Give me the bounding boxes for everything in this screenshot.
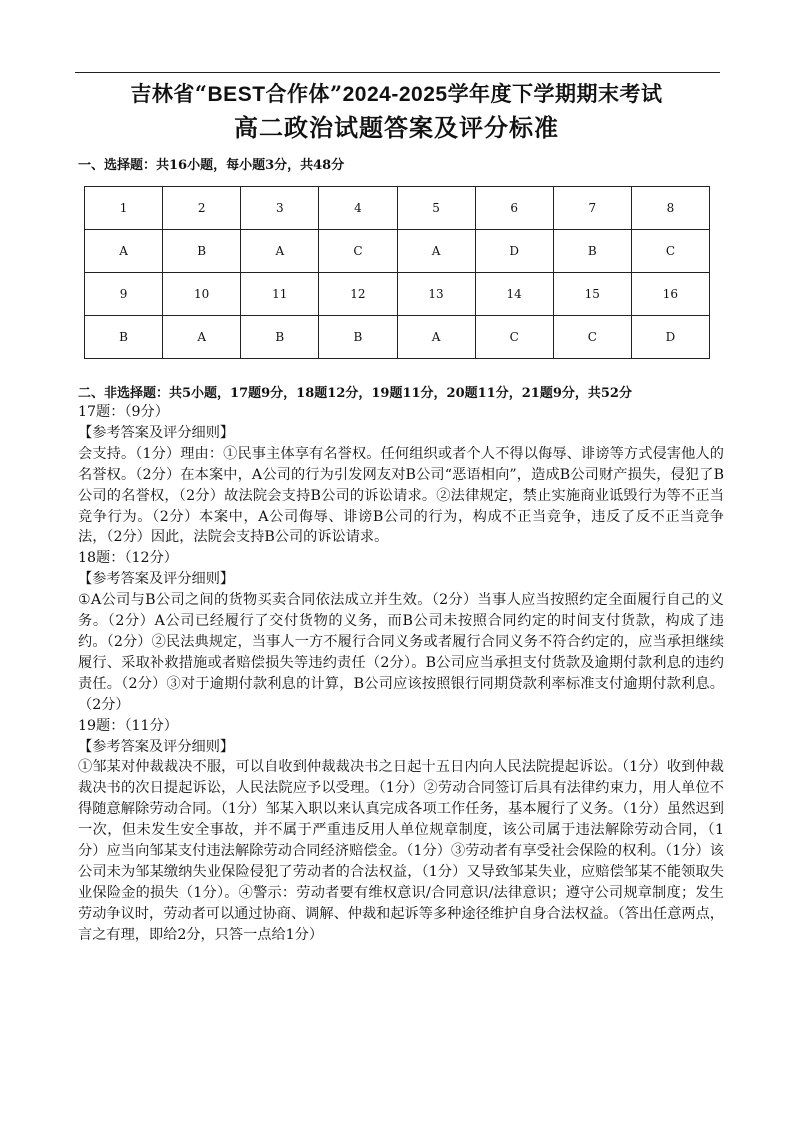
table-cell: 7	[553, 187, 631, 230]
exam-title	[0, 78, 793, 108]
question-17-answer: 会支持。（1分）理由：①民事主体享有名誉权。任何组织或者个人不得以侮辱、诽谤等方式侵害他人的名誉权。（2分）在本案中，A公司的行为引发网友对B公司“恶语相向”，造成B公司财产损失，侵犯了B公司的名誉权，（2分）故法院会支持B公司的诉讼请求。②法律规定，禁止实施商业诋毁行为等不正当竞争行为。（2分）本案中，A公司侮辱、诽谤B公司的行为，构成不正当竞争，违反了反不正当竞争法，（2分）因此，法院会支持B公司的诉讼请求。	[78, 445, 724, 546]
table-cell: B	[319, 316, 397, 359]
table-cell: 5	[397, 187, 475, 230]
question-19-rubric: 【参考答案及评分细则】	[78, 738, 235, 755]
table-cell: B	[85, 316, 163, 359]
title-text-1: 吉林省“	[130, 81, 208, 106]
answer-table	[84, 186, 710, 359]
table-cell: 12	[319, 273, 397, 316]
answer-body	[78, 402, 724, 946]
table-cell: A	[163, 316, 241, 359]
question-17-title: 17题：（9分）	[78, 404, 169, 420]
table-cell: 14	[475, 273, 553, 316]
table-cell: A	[397, 230, 475, 273]
table-cell: 10	[163, 273, 241, 316]
table-cell: B	[241, 316, 319, 359]
table-cell: 15	[553, 273, 631, 316]
table-cell: 8	[631, 187, 709, 230]
table-cell: A	[85, 230, 163, 273]
table-cell: 1	[85, 187, 163, 230]
question-19-answer: ①邹某对仲裁裁决不服，可以自收到仲裁裁决书之日起十五日内向人民法院提起诉讼。（1分）收到仲裁裁决书的次日提起诉讼，人民法院应予以受理。（1分）②劳动合同签订后具有法律约束力，用人单位不得随意解除劳动合同。（1分）邹某入职以来认真完成各项工作任务，基本履行了义务。（1分）虽然迟到一次，但未发生安全事故，并不属于严重违反用人单位规章制度，该公司属于违法解除劳动合同，（1分）应当向邹某支付违法解除劳动合同经济赔偿金。（1分）③劳动者有享受社会保险的权利。（1分）该公司未为邹某缴纳失业保险侵犯了劳动者的合法权益，（1分）又导致邹某失业，应赔偿邹某不能领取失业保险金的损失（1分）。④警示：劳动者要有维权意识/合同意识/法律意识；遵守公司规章制度；发生劳动争议时，劳动者可以通过协商、调解、仲裁和起诉等多种途径维护自身合法权益。（答出任意两点，言之有理，即给2分，只答一点给1分）	[78, 759, 724, 943]
document-title: 高二政治试题答案及评分标准	[234, 113, 559, 142]
table-cell: 4	[319, 187, 397, 230]
table-cell: C	[475, 316, 553, 359]
table-cell: D	[475, 230, 553, 273]
table-cell: D	[631, 316, 709, 359]
table-cell: 6	[475, 187, 553, 230]
top-rule	[75, 72, 720, 73]
table-cell: 16	[631, 273, 709, 316]
table-cell: 2	[163, 187, 241, 230]
question-18-rubric: 【参考答案及评分细则】	[78, 571, 235, 588]
table-cell: 13	[397, 273, 475, 316]
table-cell: A	[241, 230, 319, 273]
question-18-answer: ①A公司与B公司之间的货物买卖合同依法成立并生效。（2分）当事人应当按照约定全面履行自己的义务。（2分）A公司已经履行了交付货物的义务，而B公司未按照合同约定的时间支付货款，构成了违约。（2分）②民法典规定，当事人一方不履行合同义务或者履行合同义务不符合约定的，应当承担继续履行、采取补救措施或者赔偿损失等违约责任（2分）。B公司应当承担支付货款及逾期付款利息的违约责任。（2分）③对于逾期付款利息的计算，B公司应该按照银行同期贷款利率标准支付逾期付款利息。（2分）	[78, 592, 724, 713]
table-row	[85, 230, 710, 273]
table-cell: C	[553, 316, 631, 359]
question-18-title: 18题：（12分）	[78, 550, 178, 567]
table-cell: 9	[85, 273, 163, 316]
title-brand: BEST	[207, 83, 266, 106]
title-year: 2024-2025	[342, 83, 448, 106]
table-row	[85, 187, 710, 230]
table-cell: A	[397, 316, 475, 359]
table-cell: 3	[241, 187, 319, 230]
table-row	[85, 273, 710, 316]
table-cell: B	[163, 230, 241, 273]
table-cell: B	[553, 230, 631, 273]
table-cell: C	[319, 230, 397, 273]
section2-heading: 二、非选择题：共5小题，17题9分，18题12分，19题11分，20题11分，21题9分，共52分	[78, 386, 632, 401]
title-text-2: 合作体”	[265, 81, 343, 106]
title-text-3: 学年度下学期期末考试	[447, 81, 663, 106]
table-cell: C	[631, 230, 709, 273]
section1-heading: 一、选择题：共16小题，每小题3分，共48分	[78, 158, 345, 173]
question-17-rubric: 【参考答案及评分细则】	[78, 424, 235, 441]
table-row	[85, 316, 710, 359]
table-cell: 11	[241, 273, 319, 316]
question-19-title: 19题：（11分）	[78, 717, 178, 734]
